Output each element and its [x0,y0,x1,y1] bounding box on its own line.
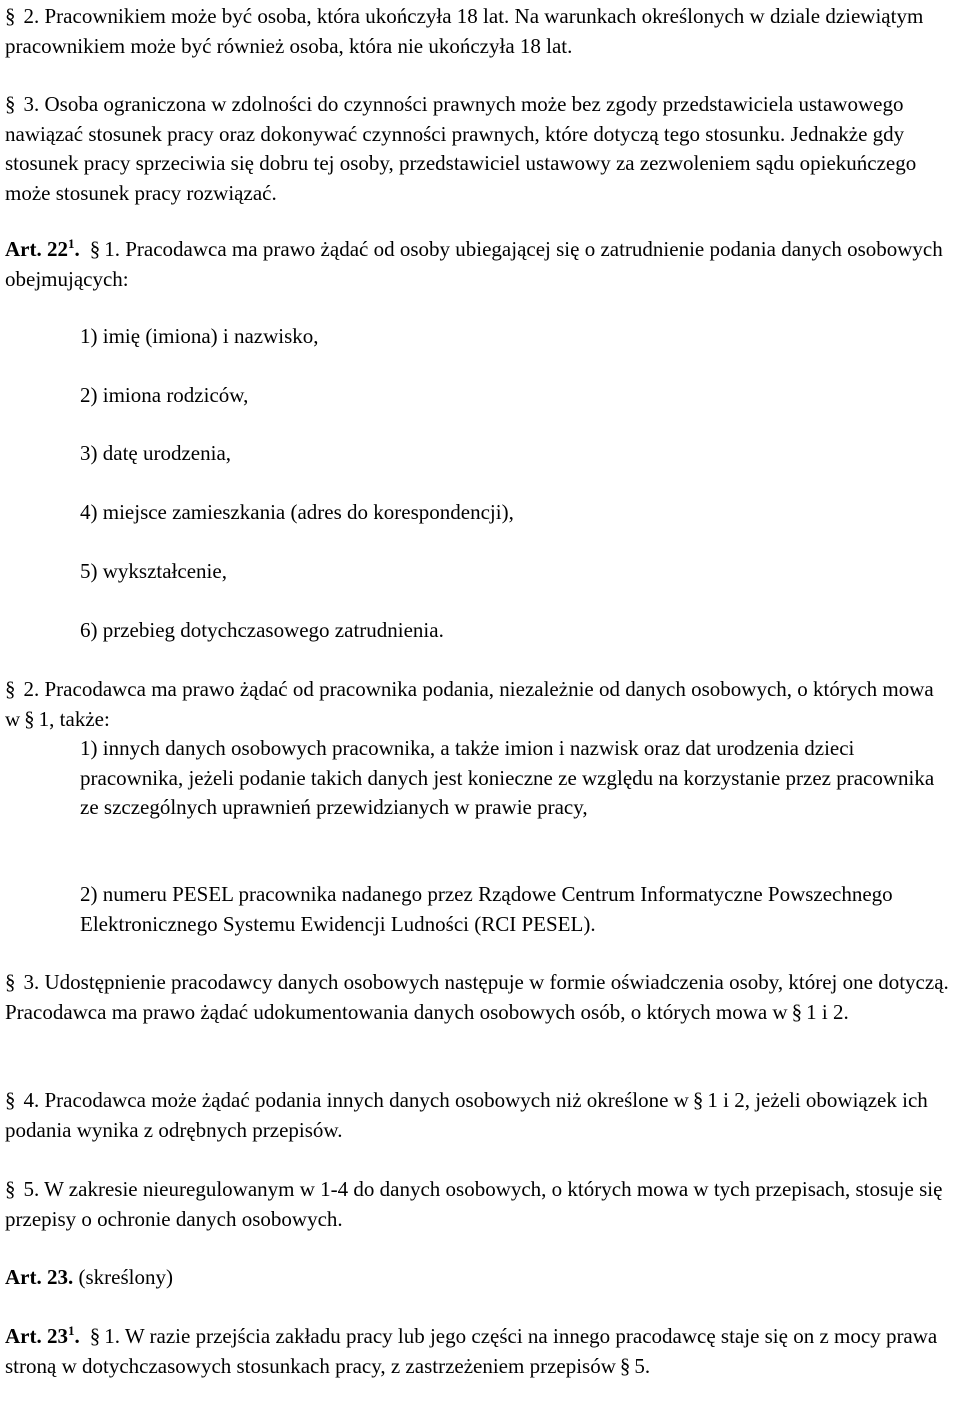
list-item: 1) innych danych osobowych pracownika, a także imion i nazwisk oraz dat urodzenia dzieci pracownika, jeżeli podanie takich danych jest konieczne ze względu na korzystanie przez pracownika ze szczególnych uprawnień przewidzianych w prawie pracy, [80,736,935,819]
section-sign: § [5,677,16,701]
article-22-1-paragraph-3 [5,968,957,1027]
article-22-1-paragraph-1 [5,235,957,294]
paragraph-text: 1. Pracodawca ma prawo żądać od osoby ubiegającej się o zatrudnienie podania danych osobowych obejmujących: [5,237,943,291]
paragraph-text: 2. Pracownikiem może być osoba, która ukończyła 18 lat. Na warunkach określonych w dziale dziewiątym pracownikiem może być również osoba, która nie ukończyła 18 lat. [5,4,924,58]
list-item: 2) numeru PESEL pracownika nadanego przez Rządowe Centrum Informatyczne Powszechnego Elektronicznego Systemu Ewidencji Ludności (RCI PESEL). [80,882,893,936]
article-label: Art. $23^1$. [5,1323,80,1348]
paragraph-text: 3. Osoba ograniczona w zdolności do czynności prawnych może bez zgody przedstawiciela ustawowego nawiązać stosunek pracy oraz dokonywać czynności prawnych, które dotyczą tego stosunku. Jednakże gdy stosunek pracy sprzeciwia się dobru tej osoby, przedstawiciel ustawowy za zezwoleniem sądu opiekuńczego może stosunek pracy rozwiązać. [5,92,917,205]
list-item: 6) przebieg dotychczasowego zatrudnienia. [80,618,444,642]
paragraph-art22-prev-2 [5,2,957,61]
section-sign: § [692,1088,704,1112]
section-sign: § [89,237,101,261]
section-sign: § [5,970,16,994]
list-item: 3) datę urodzenia, [80,441,232,465]
section-sign: § [5,92,16,116]
paragraph-text: 1 i 2. [806,999,849,1024]
article-23 [5,1263,957,1293]
list-item: 1) imię (imiona) i nazwisko, [80,324,319,348]
paragraph-art22-prev-3 [5,90,957,208]
list-item: 5) wykształcenie, [80,559,227,583]
article-label: Art. $22^1$. [5,236,80,261]
paragraph-text: 1 i 2, jeżeli obowiązek ich podania wynika z odrębnych przepisów. [5,1088,928,1142]
section-sign: § [5,1177,16,1201]
article-22-1-paragraph-2 [5,675,957,734]
list-item: 4) miejsce zamieszkania (adres do korespondencji), [80,500,514,524]
section-sign: § [24,706,35,731]
paragraph-text: 1. W razie przejścia zakładu pracy lub jego części na innego pracodawcę staje się on z mocy prawa stroną w dotychczasowych stosunkach pracy, z zastrzeżeniem przepisów [5,1324,938,1378]
article-22-1-paragraph-5 [5,1175,957,1234]
article-text: (skreślony) [78,1265,173,1289]
article-label: Art. 23. [5,1265,74,1289]
section-sign: § [619,1353,631,1378]
section-sign: § [791,999,803,1024]
list-item: 2) imiona rodziców, [80,383,249,407]
article-superscript: 1 [67,236,75,251]
paragraph-text: 3. Udostępnienie pracodawcy danych osobowych następuje w formie oświadczenia osoby, której one dotyczą. Pracodawca ma prawo żądać udokumentowania danych osobowych osób, o których mowa w [5,970,949,1024]
article-23-1 [5,1322,957,1381]
section-sign: § [5,1088,16,1112]
article-22-1-paragraph-4 [5,1086,957,1145]
section-sign: § [5,4,16,28]
paragraph-text: 1, także: [38,706,110,731]
paragraph-text: 5. [634,1353,651,1378]
paragraph-text: 4. Pracodawca może żądać podania innych danych osobowych niż określone w [23,1088,689,1112]
article-superscript: 1 [67,1323,75,1338]
paragraph-text: 5. W zakresie nieuregulowanym w 1-4 do danych osobowych, o których mowa w tych przepisach, stosuje się przepisy o ochronie danych osobowych. [5,1177,943,1231]
section-sign: § [89,1324,101,1348]
paragraph-text: 2. Pracodawca ma prawo żądać od pracownika podania, niezależnie od danych osobowych, o których mowa w [5,677,934,731]
